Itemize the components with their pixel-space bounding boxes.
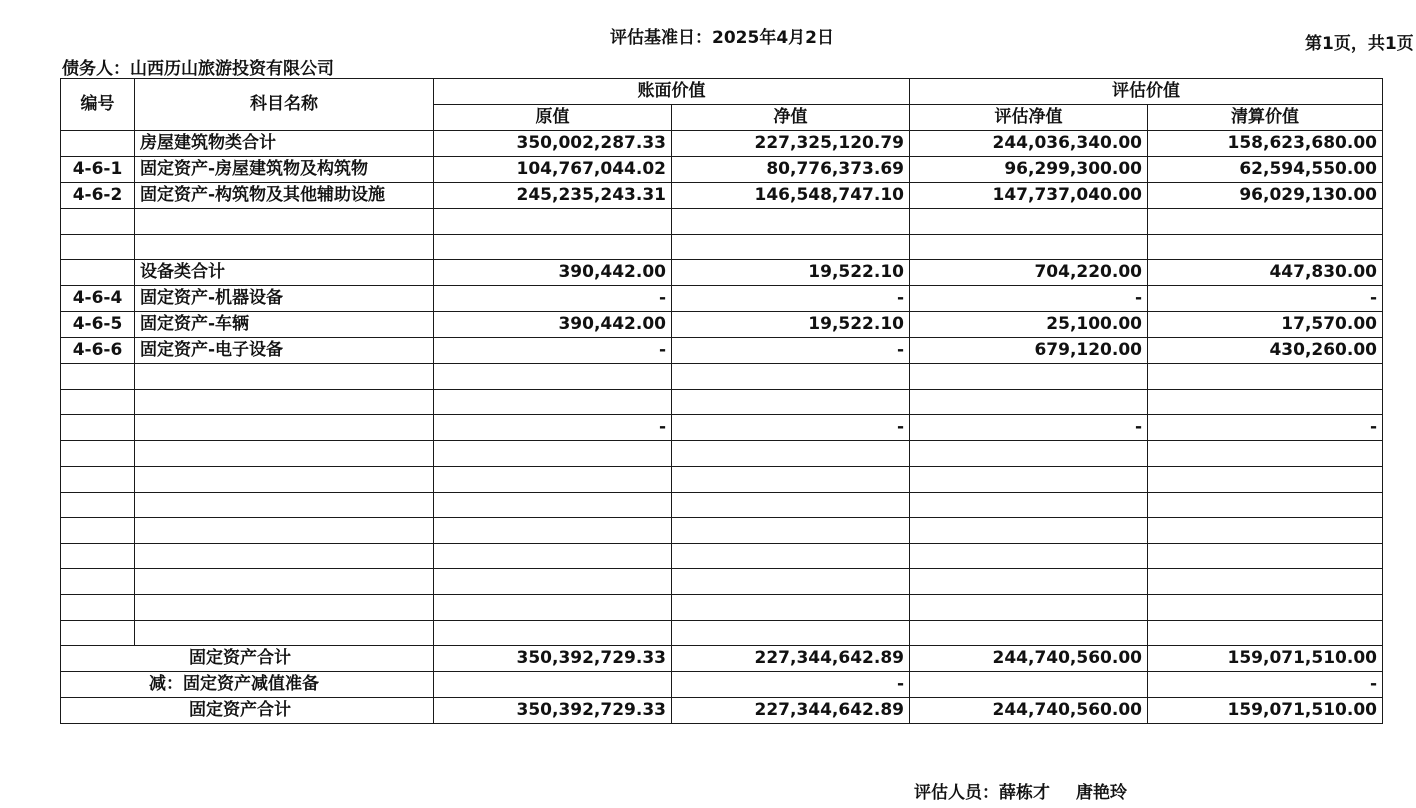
cell-liquidation: -	[1148, 672, 1383, 698]
cell-no	[61, 415, 135, 441]
total-label: 固定资产合计	[61, 646, 434, 672]
col-header-appraised-net: 评估净值	[910, 105, 1148, 131]
cell-net	[672, 209, 910, 235]
cell-original	[434, 492, 672, 518]
cell-appraised-net: 244,036,340.00	[910, 131, 1148, 157]
cell-liquidation	[1148, 209, 1383, 235]
cell-liquidation: 159,071,510.00	[1148, 646, 1383, 672]
cell-appraised-net: 679,120.00	[910, 338, 1148, 364]
cell-liquidation: 158,623,680.00	[1148, 131, 1383, 157]
cell-no	[61, 260, 135, 286]
total-row	[61, 672, 1383, 698]
cell-subject	[135, 543, 434, 569]
base-date: 评估基准日：2025年4月2日	[610, 28, 834, 48]
cell-net	[672, 466, 910, 492]
cell-appraised-net	[910, 620, 1148, 646]
cell-original: 245,235,243.31	[434, 183, 672, 209]
cell-appraised-net	[910, 441, 1148, 467]
cell-liquidation	[1148, 492, 1383, 518]
cell-no	[61, 543, 135, 569]
cell-liquidation	[1148, 569, 1383, 595]
cell-no	[61, 234, 135, 260]
cell-net: 80,776,373.69	[672, 157, 910, 183]
page-info: 第1页，共1页	[1305, 34, 1414, 54]
cell-subject	[135, 569, 434, 595]
cell-subject	[135, 518, 434, 544]
cell-appraised-net: 244,740,560.00	[910, 646, 1148, 672]
cell-no	[61, 441, 135, 467]
table-row	[61, 518, 1383, 544]
cell-no	[61, 389, 135, 415]
cell-liquidation: 62,594,550.00	[1148, 157, 1383, 183]
cell-appraised-net	[910, 569, 1148, 595]
cell-subject	[135, 492, 434, 518]
cell-net: -	[672, 415, 910, 441]
cell-subject	[135, 389, 434, 415]
total-row	[61, 646, 1383, 672]
cell-subject	[135, 234, 434, 260]
cell-no	[61, 594, 135, 620]
table-row	[61, 260, 1383, 286]
cell-appraised-net: 704,220.00	[910, 260, 1148, 286]
cell-original: 350,002,287.33	[434, 131, 672, 157]
cell-appraised-net	[910, 209, 1148, 235]
cell-original	[434, 620, 672, 646]
cell-net: 227,344,642.89	[672, 646, 910, 672]
cell-net: 146,548,747.10	[672, 183, 910, 209]
cell-net: 227,344,642.89	[672, 698, 910, 724]
cell-no: 4-6-4	[61, 286, 135, 312]
table-row	[61, 338, 1383, 364]
table-row	[61, 157, 1383, 183]
cell-liquidation: -	[1148, 286, 1383, 312]
table-row	[61, 131, 1383, 157]
cell-original	[434, 518, 672, 544]
appraisers	[914, 778, 1127, 803]
cell-liquidation	[1148, 594, 1383, 620]
cell-original: 390,442.00	[434, 260, 672, 286]
cell-subject: 固定资产-车辆	[135, 312, 434, 338]
cell-no: 4-6-1	[61, 157, 135, 183]
cell-net: -	[672, 286, 910, 312]
col-header-liquidation: 清算价值	[1148, 105, 1383, 131]
cell-net	[672, 389, 910, 415]
cell-subject: 固定资产-构筑物及其他辅助设施	[135, 183, 434, 209]
cell-net: 19,522.10	[672, 260, 910, 286]
table-row	[61, 466, 1383, 492]
cell-net	[672, 441, 910, 467]
cell-subject	[135, 466, 434, 492]
cell-liquidation	[1148, 620, 1383, 646]
table-row	[61, 209, 1383, 235]
cell-liquidation	[1148, 389, 1383, 415]
cell-appraised-net	[910, 518, 1148, 544]
cell-net	[672, 234, 910, 260]
table-row	[61, 312, 1383, 338]
cell-subject: 固定资产-房屋建筑物及构筑物	[135, 157, 434, 183]
cell-appraised-net	[910, 466, 1148, 492]
cell-appraised-net: 96,299,300.00	[910, 157, 1148, 183]
cell-appraised-net	[910, 364, 1148, 390]
cell-appraised-net	[910, 543, 1148, 569]
cell-liquidation: 17,570.00	[1148, 312, 1383, 338]
cell-no: 4-6-2	[61, 183, 135, 209]
table-row	[61, 492, 1383, 518]
cell-liquidation: 159,071,510.00	[1148, 698, 1383, 724]
asset-valuation-table	[60, 78, 1383, 724]
col-header-net: 净值	[672, 105, 910, 131]
cell-no	[61, 620, 135, 646]
table-row	[61, 286, 1383, 312]
cell-net: 227,325,120.79	[672, 131, 910, 157]
cell-original	[434, 672, 672, 698]
cell-liquidation	[1148, 466, 1383, 492]
cell-subject: 固定资产-机器设备	[135, 286, 434, 312]
total-row	[61, 698, 1383, 724]
table-row	[61, 389, 1383, 415]
appraiser-2: 唐艳玲	[1076, 783, 1127, 803]
cell-appraised-net	[910, 672, 1148, 698]
cell-subject: 设备类合计	[135, 260, 434, 286]
cell-appraised-net	[910, 389, 1148, 415]
cell-appraised-net: 244,740,560.00	[910, 698, 1148, 724]
cell-net	[672, 620, 910, 646]
cell-appraised-net	[910, 234, 1148, 260]
cell-liquidation: -	[1148, 415, 1383, 441]
col-header-book-value: 账面价值	[434, 79, 910, 105]
cell-original: 350,392,729.33	[434, 698, 672, 724]
cell-subject	[135, 594, 434, 620]
cell-subject: 固定资产-电子设备	[135, 338, 434, 364]
table-row	[61, 415, 1383, 441]
cell-original	[434, 389, 672, 415]
cell-subject: 房屋建筑物类合计	[135, 131, 434, 157]
debtor: 债务人：山西历山旅游投资有限公司	[62, 59, 334, 79]
cell-appraised-net: -	[910, 415, 1148, 441]
cell-original	[434, 234, 672, 260]
cell-net	[672, 594, 910, 620]
cell-original	[434, 543, 672, 569]
col-header-appraisal-value: 评估价值	[910, 79, 1383, 105]
cell-no: 4-6-6	[61, 338, 135, 364]
cell-subject	[135, 364, 434, 390]
cell-no	[61, 466, 135, 492]
table-row	[61, 569, 1383, 595]
total-label: 固定资产合计	[61, 698, 434, 724]
cell-original	[434, 569, 672, 595]
table-row	[61, 594, 1383, 620]
cell-no	[61, 209, 135, 235]
cell-appraised-net	[910, 594, 1148, 620]
cell-net: -	[672, 338, 910, 364]
cell-original	[434, 209, 672, 235]
cell-subject	[135, 415, 434, 441]
table-row	[61, 183, 1383, 209]
cell-liquidation	[1148, 234, 1383, 260]
cell-net	[672, 569, 910, 595]
cell-appraised-net	[910, 492, 1148, 518]
col-header-no: 编号	[61, 79, 135, 131]
cell-liquidation	[1148, 518, 1383, 544]
cell-appraised-net: 25,100.00	[910, 312, 1148, 338]
table-row	[61, 234, 1383, 260]
cell-liquidation: 447,830.00	[1148, 260, 1383, 286]
cell-no	[61, 492, 135, 518]
cell-net: 19,522.10	[672, 312, 910, 338]
cell-subject	[135, 620, 434, 646]
cell-original	[434, 594, 672, 620]
cell-liquidation: 96,029,130.00	[1148, 183, 1383, 209]
cell-original	[434, 364, 672, 390]
cell-net	[672, 518, 910, 544]
cell-original: 390,442.00	[434, 312, 672, 338]
cell-liquidation	[1148, 441, 1383, 467]
cell-liquidation: 430,260.00	[1148, 338, 1383, 364]
cell-original: -	[434, 338, 672, 364]
cell-no	[61, 131, 135, 157]
cell-original: 104,767,044.02	[434, 157, 672, 183]
cell-net	[672, 543, 910, 569]
cell-no	[61, 569, 135, 595]
cell-net: -	[672, 672, 910, 698]
cell-subject	[135, 209, 434, 235]
table-row	[61, 441, 1383, 467]
cell-no	[61, 364, 135, 390]
header-row-1	[61, 79, 1383, 105]
cell-liquidation	[1148, 543, 1383, 569]
col-header-original: 原值	[434, 105, 672, 131]
col-header-subject: 科目名称	[135, 79, 434, 131]
cell-original: -	[434, 415, 672, 441]
cell-net	[672, 364, 910, 390]
table-row	[61, 543, 1383, 569]
table-row	[61, 620, 1383, 646]
cell-net	[672, 492, 910, 518]
cell-original	[434, 441, 672, 467]
cell-no	[61, 518, 135, 544]
cell-appraised-net: -	[910, 286, 1148, 312]
cell-appraised-net: 147,737,040.00	[910, 183, 1148, 209]
cell-no: 4-6-5	[61, 312, 135, 338]
total-label: 减：固定资产减值准备	[61, 672, 434, 698]
cell-original: 350,392,729.33	[434, 646, 672, 672]
appraiser-1: 评估人员：薛栋才	[914, 783, 1050, 803]
cell-original	[434, 466, 672, 492]
cell-liquidation	[1148, 364, 1383, 390]
cell-subject	[135, 441, 434, 467]
cell-original: -	[434, 286, 672, 312]
table-row	[61, 364, 1383, 390]
